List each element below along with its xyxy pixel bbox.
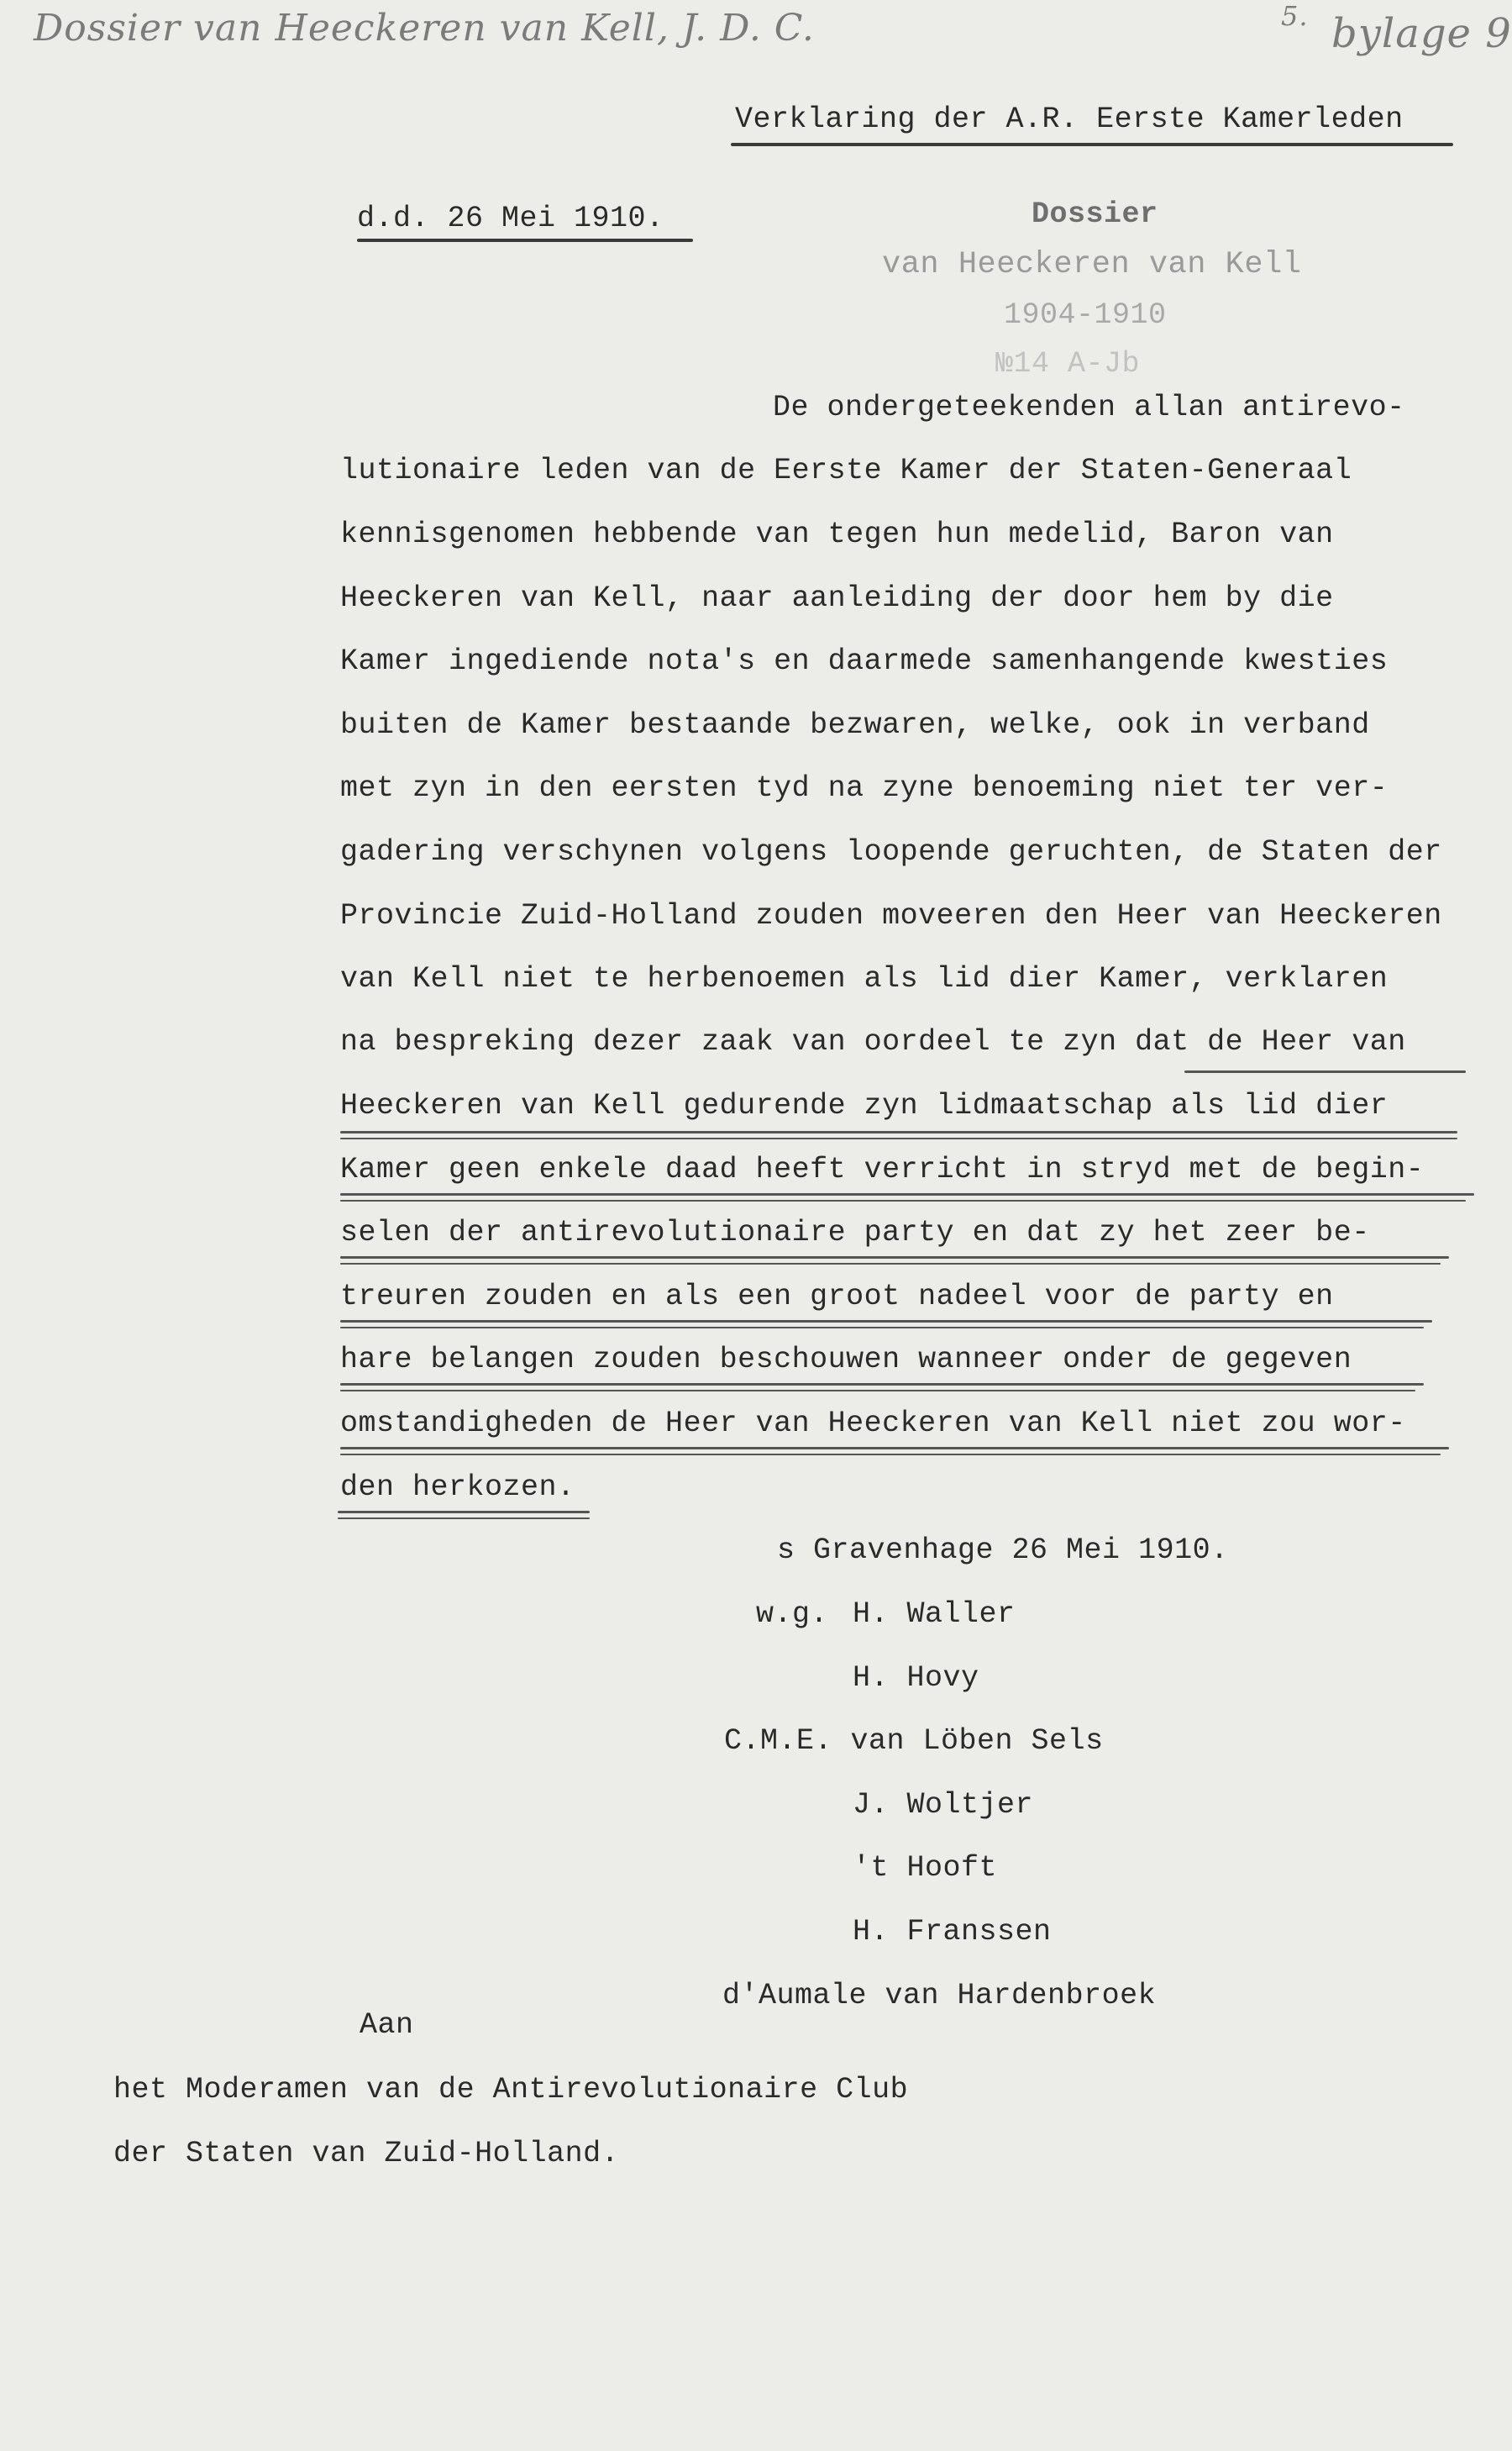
- body-line: De ondergeteekenden allan antirevo-: [773, 391, 1405, 424]
- body-line: kennisgenomen hebbende van tegen hun medelid, Baron van: [340, 518, 1334, 551]
- document-title: Verklaring der A.R. Eerste Kamerleden: [735, 103, 1404, 136]
- body-line: Heeckeren van Kell gedurende zyn lidmaatschap als lid dier: [340, 1089, 1389, 1123]
- archive-stamp-line-3: 1904-1910: [1004, 298, 1167, 332]
- passage-underline: [1184, 1070, 1466, 1073]
- body-line: van Kell niet te herbenoemen als lid dier Kamer, verklaren: [340, 962, 1389, 996]
- passage-underline: [338, 1517, 590, 1519]
- body-line: lutionaire leden van de Eerste Kamer der Staten-Generaal: [340, 454, 1352, 487]
- body-line: Kamer ingediende nota's en daarmede samenhangende kwesties: [340, 644, 1389, 678]
- signature-name: J. Woltjer: [853, 1788, 1034, 1822]
- passage-underline: [340, 1327, 1424, 1328]
- signature-name: H. Waller: [853, 1597, 1016, 1631]
- body-line: omstandigheden de Heer van Heeckeren van Kell niet zou wor-: [340, 1407, 1406, 1440]
- signature-prefix: w.g.: [756, 1597, 829, 1631]
- archive-stamp-line-4: №14 A-Jb: [995, 347, 1141, 381]
- document-date: d.d. 26 Mei 1910.: [357, 202, 664, 235]
- date-underline: [357, 239, 693, 242]
- passage-underline: [340, 1390, 1415, 1391]
- body-line: hare belangen zouden beschouwen wanneer onder de gegeven: [340, 1343, 1352, 1376]
- archive-stamp-line-2: van Heeckeren van Kell: [882, 247, 1302, 282]
- body-line: Provincie Zuid-Holland zouden moveeren den Heer van Heeckeren: [340, 899, 1442, 933]
- handwritten-page-number: 5.: [1281, 0, 1309, 32]
- body-line: Kamer geen enkele daad heeft verricht in stryd met de begin-: [340, 1153, 1425, 1186]
- body-line: selen der antirevolutionaire party en dat zy het zeer be-: [340, 1216, 1370, 1249]
- passage-underline: [340, 1138, 1457, 1139]
- signature-name: H. Franssen: [853, 1915, 1052, 1949]
- title-underline: [731, 143, 1453, 146]
- handwritten-dossier-note: Dossier van Heeckeren van Kell, J. D. C.: [34, 7, 815, 50]
- archive-stamp-line-1: Dossier: [1032, 197, 1158, 231]
- passage-underline: [340, 1320, 1432, 1323]
- addressee-line-2: der Staten van Zuid-Holland.: [113, 2137, 620, 2170]
- signature-name: 't Hooft: [853, 1851, 998, 1885]
- handwritten-bylage-note: bylage 9: [1331, 10, 1512, 57]
- passage-underline: [340, 1256, 1449, 1259]
- place-and-date: s Gravenhage 26 Mei 1910.: [777, 1533, 1229, 1567]
- signature-name: C.M.E. van Löben Sels: [724, 1724, 1104, 1758]
- body-line: Heeckeren van Kell, naar aanleiding der door hem by die: [340, 581, 1334, 615]
- signature-name: d'Aumale van Hardenbroek: [722, 1979, 1157, 2012]
- addressee-aan: Aan: [360, 2008, 414, 2042]
- passage-underline: [338, 1511, 590, 1513]
- passage-underline: [340, 1200, 1466, 1202]
- body-line: met zyn in den eersten tyd na zyne benoeming niet ter ver-: [340, 771, 1389, 805]
- body-line: na bespreking dezer zaak van oordeel te zyn dat de Heer van: [340, 1025, 1406, 1059]
- addressee-line-1: het Moderamen van de Antirevolutionaire Club: [113, 2073, 909, 2106]
- passage-underline: [340, 1131, 1457, 1133]
- passage-underline: [340, 1263, 1441, 1265]
- body-line: gadering verschynen volgens loopende geruchten, de Staten der: [340, 835, 1442, 869]
- body-line: buiten de Kamer bestaande bezwaren, welke, ook in verband: [340, 708, 1370, 742]
- passage-underline: [340, 1383, 1424, 1386]
- passage-underline: [340, 1447, 1449, 1449]
- signature-name: H. Hovy: [853, 1661, 979, 1695]
- body-line: treuren zouden en als een groot nadeel voor de party en: [340, 1280, 1334, 1313]
- passage-underline: [340, 1454, 1441, 1455]
- passage-underline: [340, 1193, 1474, 1196]
- body-line: den herkozen.: [340, 1470, 575, 1504]
